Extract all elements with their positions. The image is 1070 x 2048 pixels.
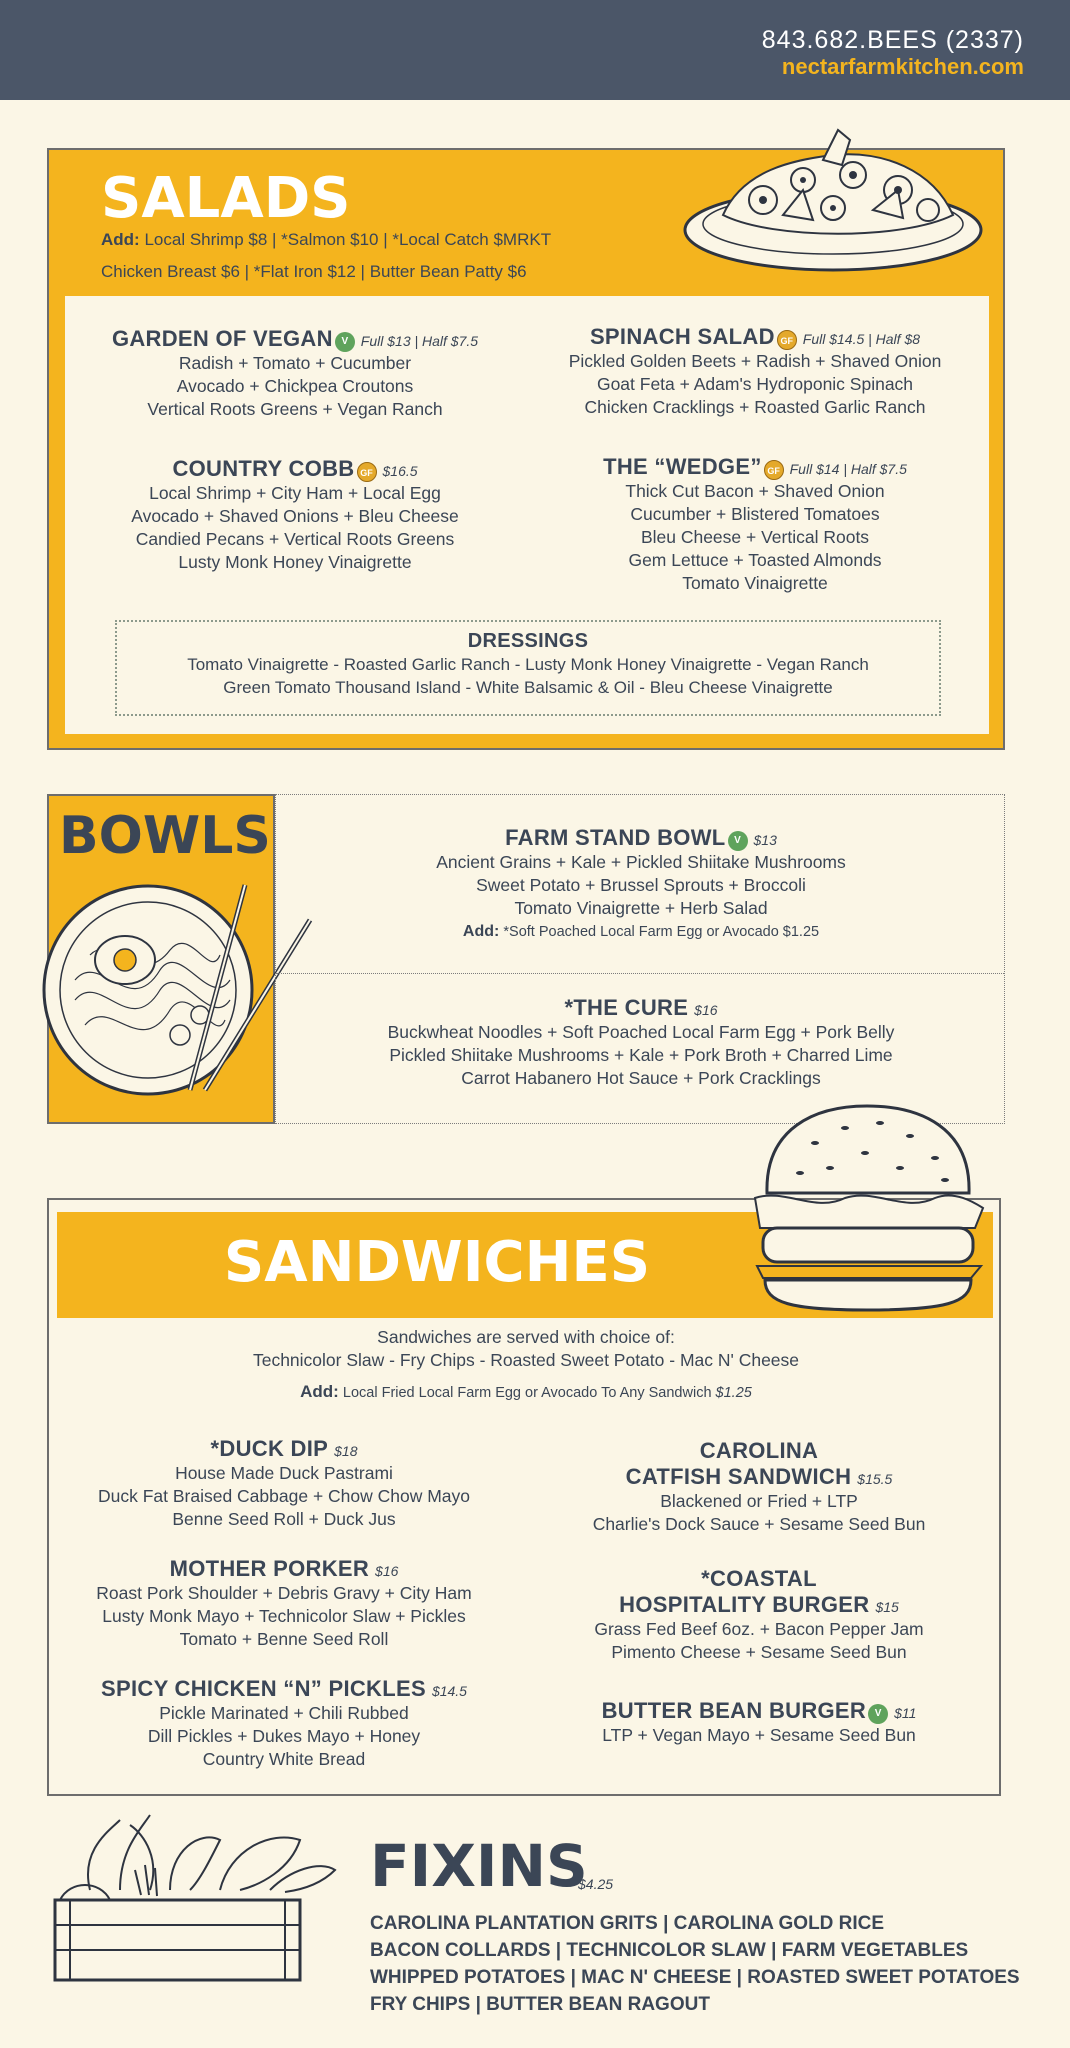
- item-desc: Vertical Roots Greens + Vegan Ranch: [147, 399, 443, 419]
- fixins-line: WHIPPED POTATOES | MAC N' CHEESE | ROASTED SWEET POTATOES: [370, 1967, 1020, 1988]
- salad-item: [535, 324, 975, 419]
- item-desc: Dill Pickles + Dukes Mayo + Honey: [147, 1726, 421, 1746]
- sandwich-item: [49, 1436, 519, 1531]
- item-desc: Radish + Tomato + Cucumber: [178, 353, 412, 373]
- item-desc: Pickled Golden Beets + Radish + Shaved Onion: [568, 351, 942, 371]
- salad-plate-illustration: [683, 120, 993, 280]
- item-name: FARM STAND BOWL: [505, 825, 726, 850]
- website-link[interactable]: nectarfarmkitchen.com: [781, 54, 1024, 79]
- top-header-bar: [0, 0, 1070, 100]
- item-name: MOTHER PORKER: [169, 1556, 370, 1581]
- fixins-line: FRY CHIPS | BUTTER BEAN RAGOUT: [370, 1994, 710, 2015]
- item-desc: Avocado + Chickpea Croutons: [176, 376, 414, 396]
- item-desc: Lusty Monk Mayo + Technicolor Slaw + Pickles: [102, 1606, 466, 1626]
- item-price: $16: [694, 1002, 718, 1018]
- item-desc: Tomato Vinaigrette: [682, 573, 828, 593]
- item-name: *COASTAL: [701, 1566, 817, 1591]
- salads-add-line-1: Add: Local Shrimp $8 | *Salmon $10 | *Local Catch $MRKT: [101, 230, 552, 249]
- item-price: $14.5: [431, 1683, 467, 1699]
- item-desc: House Made Duck Pastrami: [175, 1463, 393, 1483]
- item-name: COUNTRY COBB: [172, 456, 355, 481]
- item-price: $11: [894, 1705, 917, 1721]
- item-price: $16: [375, 1563, 399, 1579]
- item-price: Full $14 | Half $7.5: [789, 461, 907, 477]
- item-desc: Chicken Cracklings + Roasted Garlic Ranch: [584, 397, 926, 417]
- item-desc: Lusty Monk Honey Vinaigrette: [178, 552, 412, 572]
- salads-menu-panel: [65, 296, 989, 734]
- bowls-menu-panel: [275, 794, 1005, 1124]
- salad-item: [535, 454, 975, 595]
- served-with-line: Technicolor Slaw - Fry Chips - Roasted Sweet Potato - Mac N' Cheese: [252, 1350, 800, 1370]
- item-name: THE “WEDGE”: [603, 454, 762, 479]
- item-desc: Ancient Grains + Kale + Pickled Shiitake Mushrooms: [436, 852, 846, 872]
- item-name: *THE CURE: [564, 995, 689, 1020]
- item-desc: Pimento Cheese + Sesame Seed Bun: [611, 1642, 907, 1662]
- item-name: SPINACH SALAD: [589, 324, 775, 349]
- item-price: $13: [753, 832, 777, 848]
- item-desc: Blackened or Fried + LTP: [660, 1491, 858, 1511]
- dressings-box: [115, 620, 941, 716]
- salads-section: [47, 148, 1005, 750]
- item-name-line-2: CATFISH SANDWICH: [625, 1464, 852, 1489]
- dressings-line: Green Tomato Thousand Island - White Balsamic & Oil - Bleu Cheese Vinaigrette: [223, 678, 833, 697]
- item-price: $15.5: [857, 1471, 893, 1487]
- bowls-divider: [276, 973, 1004, 974]
- sandwich-add-line: Add: Local Fried Local Farm Egg or Avocado To Any Sandwich $1.25: [300, 1382, 752, 1401]
- item-desc: Grass Fed Beef 6oz. + Bacon Pepper Jam: [594, 1619, 924, 1639]
- phone-number[interactable]: 843.682.BEES (2337): [761, 26, 1024, 54]
- fixins-line: CAROLINA PLANTATION GRITS | CAROLINA GOLD RICE: [370, 1913, 885, 1934]
- item-price: Full $14.5 | Half $8: [802, 331, 921, 347]
- item-name: SPICY CHICKEN “N” PICKLES: [101, 1676, 426, 1701]
- item-desc: Bleu Cheese + Vertical Roots: [640, 527, 870, 547]
- salads-title: SALADS: [101, 166, 351, 231]
- sandwich-item: [539, 1566, 979, 1664]
- salad-item: [75, 456, 515, 574]
- sandwich-item: [539, 1438, 979, 1536]
- sandwich-item: [49, 1556, 519, 1651]
- vegan-badge-icon: V: [868, 1704, 888, 1724]
- gluten-free-badge-icon: GF: [777, 330, 797, 350]
- item-desc: Pickle Marinated + Chili Rubbed: [159, 1703, 409, 1723]
- item-desc: Charlie's Dock Sauce + Sesame Seed Bun: [592, 1514, 926, 1534]
- item-price: $18: [334, 1443, 358, 1459]
- fixins-title: FIXINS: [370, 1832, 588, 1900]
- bowl-item: [276, 995, 1006, 1090]
- item-price: Full $13 | Half $7.5: [360, 333, 479, 349]
- item-desc: Thick Cut Bacon + Shaved Onion: [625, 481, 885, 501]
- item-desc: Benne Seed Roll + Duck Jus: [172, 1509, 396, 1529]
- item-price: $16.5: [382, 463, 418, 479]
- item-desc: Cucumber + Blistered Tomatoes: [630, 504, 880, 524]
- item-desc: Tomato + Benne Seed Roll: [179, 1629, 389, 1649]
- item-desc: Duck Fat Braised Cabbage + Chow Chow Mayo: [97, 1486, 471, 1506]
- sandwich-sides-note: [49, 1326, 1003, 1405]
- item-desc: Country White Bread: [202, 1749, 366, 1769]
- item-desc: Candied Pecans + Vertical Roots Greens: [135, 529, 455, 549]
- item-desc: LTP + Vegan Mayo + Sesame Seed Bun: [602, 1725, 916, 1745]
- gluten-free-badge-icon: GF: [357, 462, 377, 482]
- dressings-title: DRESSINGS: [467, 630, 589, 652]
- vegan-badge-icon: V: [728, 831, 748, 851]
- salad-item: [75, 326, 515, 421]
- item-name-line-2: HOSPITALITY BURGER: [619, 1592, 870, 1617]
- salads-add-line-2: Chicken Breast $6 | *Flat Iron $12 | Butter Bean Patty $6: [101, 262, 527, 281]
- served-with-line: Sandwiches are served with choice of:: [377, 1327, 675, 1347]
- item-desc: Gem Lettuce + Toasted Almonds: [628, 550, 882, 570]
- item-desc: Tomato Vinaigrette + Herb Salad: [514, 898, 768, 918]
- dressings-line: Tomato Vinaigrette - Roasted Garlic Ranch - Lusty Monk Honey Vinaigrette - Vegan Ranch: [187, 655, 869, 674]
- item-desc: Sweet Potato + Brussel Sprouts + Broccoli: [476, 875, 806, 895]
- item-name: *DUCK DIP: [210, 1436, 329, 1461]
- item-desc: Local Shrimp + City Ham + Local Egg: [149, 483, 441, 503]
- sandwiches-title: SANDWICHES: [223, 1230, 651, 1295]
- item-name: GARDEN OF VEGAN: [111, 326, 333, 351]
- vegan-badge-icon: V: [335, 332, 355, 352]
- item-name: BUTTER BEAN BURGER: [601, 1698, 867, 1723]
- item-price: $15: [875, 1599, 899, 1615]
- item-desc: Buckwheat Noodles + Soft Poached Local Farm Egg + Pork Belly: [387, 1022, 895, 1042]
- gluten-free-badge-icon: GF: [764, 460, 784, 480]
- item-desc: Pickled Shiitake Mushrooms + Kale + Pork Broth + Charred Lime: [389, 1045, 893, 1065]
- bowl-add-line: Add: *Soft Poached Local Farm Egg or Avocado $1.25: [462, 923, 820, 940]
- burger-illustration: [745, 1098, 990, 1316]
- item-desc: Carrot Habanero Hot Sauce + Pork Cracklings: [461, 1068, 821, 1088]
- fixins-line: BACON COLLARDS | TECHNICOLOR SLAW | FARM VEGETABLES: [370, 1940, 969, 1961]
- fixins-price: $4.25: [578, 1876, 614, 1892]
- bowls-title: BOWLS: [59, 806, 271, 866]
- sandwich-item: [539, 1698, 979, 1747]
- sandwich-item: [49, 1676, 519, 1771]
- item-desc: Roast Pork Shoulder + Debris Gravy + City Ham: [96, 1583, 472, 1603]
- item-name: CAROLINA: [699, 1438, 819, 1463]
- vegetable-crate-illustration: [50, 1810, 350, 1990]
- item-desc: Goat Feta + Adam's Hydroponic Spinach: [596, 374, 914, 394]
- bowl-item: [276, 825, 1006, 944]
- fixins-list: [370, 1910, 1050, 2018]
- item-desc: Avocado + Shaved Onions + Bleu Cheese: [131, 506, 459, 526]
